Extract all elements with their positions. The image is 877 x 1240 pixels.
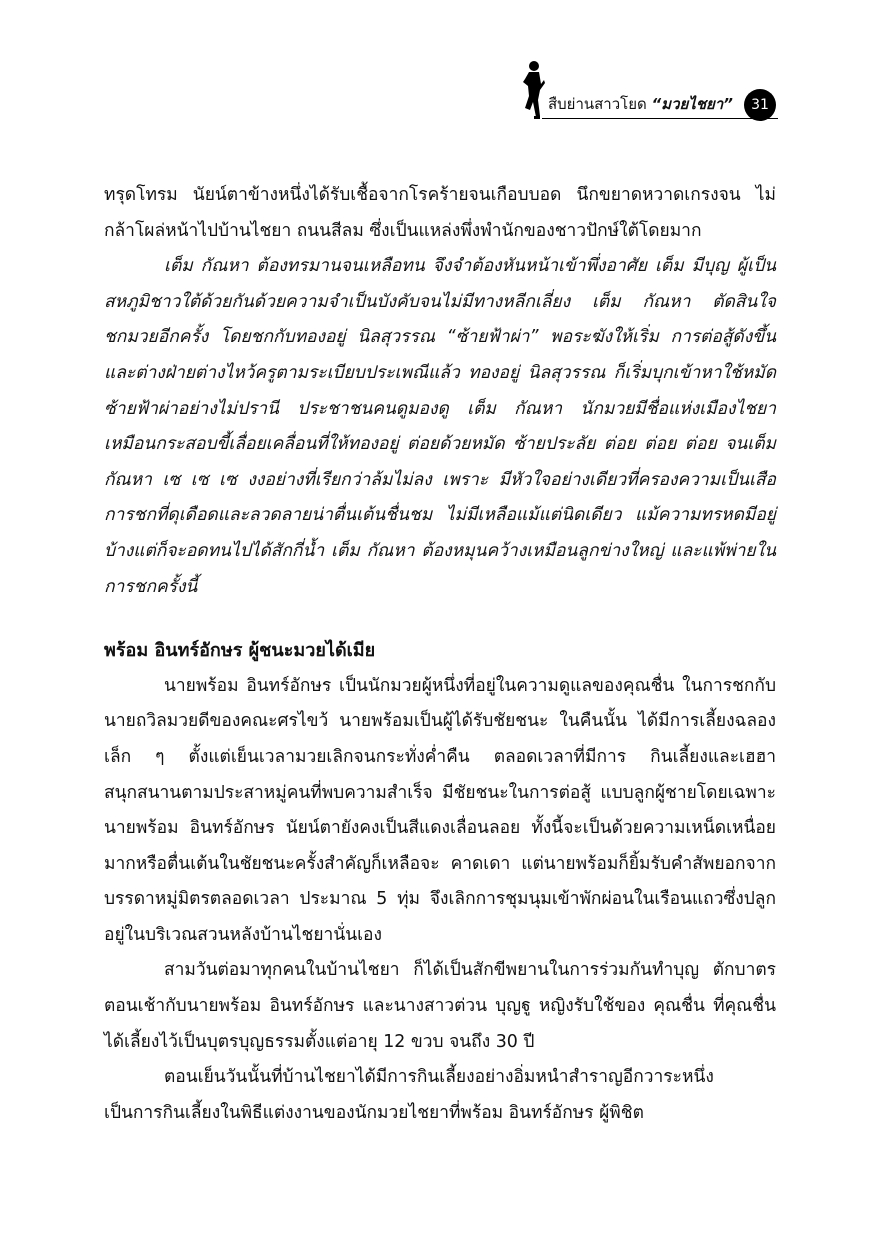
running-title xyxy=(548,92,733,116)
body-text xyxy=(104,178,776,1131)
paragraph: เต็ม กัณหา ต้องทรมานจนเหลือทน จึงจำต้องหันหน้าเข้าพึ่งอาศัย เต็ม มีบุญ ผู้เป็นสหภูมิชาวใต้ด้วยกันด้วยความจำเป็นบังคับจนไม่มีทางหลีกเลี่ยง เต็ม กัณหา ตัดสินใจชกมวยอีกครั้ง โดยชกกับทองอยู่ นิลสุวรรณ “ซ้ายฟ้าผ่า” พอระฆังให้เริ่ม การต่อสู้ดังขึ้น และต่างฝ่ายต่างไหว้ครูตามระเบียบประเพณีแล้ว ทองอยู่ นิลสุวรรณ ก็เริ่มบุกเข้าหาใช้หมัดซ้ายฟ้าผ่าอย่างไม่ปรานี ประชาชนคนดูมองดู เต็ม กัณหา นักมวยมีชื่อแห่งเมืองไชยา เหมือนกระสอบขี้เลื่อยเคลื่อนที่ให้ทองอยู่ ต่อยด้วยหมัด ซ้ายประลัย ต่อย ต่อย ต่อย จนเต็ม กัณหา เซ เซ เซ งงอย่างที่เรียกว่าล้มไม่ลง เพราะ มีหัวใจอย่างเดียวที่ครองความเป็นเสือ การชกที่ดุเดือดและลวดลายน่าตื่นเต้นชื่นชม ไม่มีเหลือแม้แต่นิดเดียว แม้ความทรหดมีอยู่บ้างแต่ก็จะอดทนไปได้สักกี่น้ำ เต็ม กัณหา ต้องหมุนคว้างเหมือนลูกข่างใหญ่ และแพ้พ่ายในการชกครั้งนี้ xyxy=(104,256,776,597)
paragraph: ตอนเย็นวันนั้นที่บ้านไชยาได้มีการกินเลี้ยงอย่างอิ่มหนำสำราญอีกวาระหนึ่ง เป็นการกินเลี้ยงในพิธีแต่งงานของนักมวยไชยาที่พร้อม อินทร์อักษร ผู้พิชิต xyxy=(104,1067,714,1123)
paragraph: นายพร้อม อินทร์อักษร เป็นนักมวยผู้หนึ่งที่อยู่ในความดูแลของคุณชื่น ในการชกกับนายถวิลมวยดีของคณะศรไขว้ นายพร้อมเป็นผู้ได้รับชัยชนะ ในคืนนั้น ได้มีการเลี้ยงฉลองเล็ก ๆ ตั้งแต่เย็นเวลามวยเลิกจนกระทั่งค่ำคืน ตลอดเวลาที่มีการ กินเลี้ยงและเฮฮาสนุกสนานตามประสาหมู่คนที่พบความสำเร็จ มีชัยชนะในการต่อสู้ แบบลูกผู้ชายโดยเฉพาะนายพร้อม อินทร์อักษร นัยน์ตายังคงเป็นสีแดงเลื่อนลอย ทั้งนี้จะเป็นด้วยความเหน็ดเหนื่อยมากหรือตื่นเต้นในชัยชนะครั้งสำคัญก็เหลือจะ คาดเดา แต่นายพร้อมก็ยิ้มรับคำสัพยอกจากบรรดาหมู่มิตรตลอดเวลา ประมาณ 5 ทุ่ม จึงเลิกการชุมนุมเข้าพักผ่อนในเรือนแถวซึ่งปลูกอยู่ในบริเวณสวนหลังบ้านไชยานั่นเอง xyxy=(104,675,776,945)
paragraph: สามวันต่อมาทุกคนในบ้านไชยา ก็ได้เป็นสักขีพยานในการร่วมกันทำบุญ ตักบาตรตอนเช้ากับนายพร้อม อินทร์อักษร และนางสาวต่วน บุญฐู หญิงรับใช้ของ คุณชื่น ที่คุณชื่นได้เลี้ยงไว้เป็นบุตรบุญธรรมตั้งแต่อายุ 12 ขวบ จนถึง 30 ปี xyxy=(104,960,776,1052)
running-title-text: สืบย่านสาวโยด xyxy=(548,95,647,113)
header-rule xyxy=(542,118,778,119)
section-title: พร้อม อินทร์อักษร ผู้ชนะมวยได้เมีย xyxy=(104,640,376,662)
running-header xyxy=(520,60,780,124)
boxer-silhouette-icon xyxy=(520,60,546,124)
paragraph: ทรุดโทรม นัยน์ตาข้างหนึ่งได้รับเชื้อจากโรคร้ายจนเกือบบอด นึกขยาดหวาดเกรงจน ไม่กล้าโผล่หน้าไปบ้านไชยา ถนนสีลม ซึ่งเป็นแหล่งพึ่งพำนักของชาวปักษ์ใต้โดยมาก xyxy=(104,185,776,241)
page-number: 31 xyxy=(751,97,769,113)
running-title-emphasis: “มวยไชยา” xyxy=(651,95,733,113)
page-number-badge xyxy=(744,89,776,121)
